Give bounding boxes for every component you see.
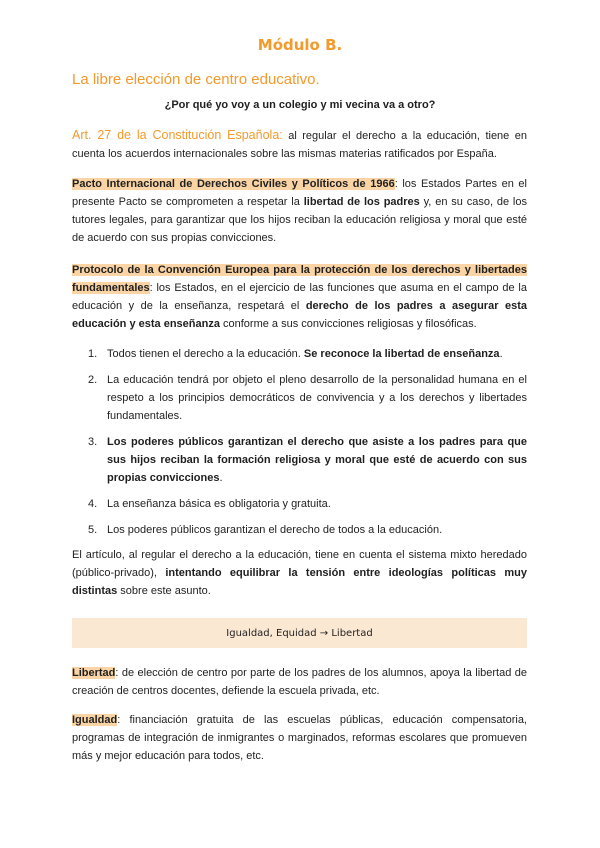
paragraph-protocolo — [72, 261, 527, 333]
list-number: 4. — [88, 498, 98, 510]
pacto-label: Pacto Internacional de Derechos Civiles y Políticos de 1966 — [72, 178, 395, 190]
protocolo-text-2: conforme a sus convicciones religiosas y filosóficas. — [219, 318, 477, 330]
list-number: 2. — [88, 374, 98, 386]
list-bold: Los poderes públicos garantizan el derecho que asiste a los padres para que sus hijos reciban la formación religiosa y moral que esté de acuerdo con sus propias convicciones — [107, 436, 527, 484]
list-text: La enseñanza básica es obligatoria y gratuita. — [107, 498, 331, 510]
list-item — [72, 345, 527, 363]
list-end: . — [219, 472, 223, 484]
list-item — [72, 433, 527, 487]
protocolo-label: Protocolo de la Convención Europea para la protección de los derechos y libertades fundamentales — [72, 264, 527, 294]
question-heading: ¿Por qué yo voy a un colegio y mi vecina va a otro? — [164, 99, 436, 111]
list-text: Todos tienen el derecho a la educación. — [107, 348, 304, 360]
list-number: 1. — [88, 348, 98, 360]
igualdad-text: : financiación gratuita de las escuelas públicas, educación compensatoria, programas de integración de inmigrantes o marginados, reformas escolares que promueven más y mejor educación para todos, etc. — [72, 714, 527, 762]
igualdad-label: Igualdad — [72, 714, 118, 726]
list-number: 5. — [88, 524, 98, 536]
list-number: 3. — [88, 436, 98, 448]
libertad-label: Libertad — [72, 667, 116, 679]
paragraph-libertad — [72, 664, 527, 700]
pacto-text-1: : los Estados Partes en el presente Pacto se comprometen a respetar la — [72, 178, 527, 208]
constitution-colon: : — [279, 128, 283, 142]
list-item — [72, 495, 527, 513]
pacto-bold: libertad de los padres — [303, 196, 420, 208]
articulo-bold: intentando equilibrar la tensión entre ideologías políticas muy distintas — [72, 567, 527, 597]
libertad-text: : de elección de centro por parte de los padres de los alumnos, apoya la libertad de creación de centros docentes, defiende la escuela privada, etc. — [72, 667, 527, 697]
paragraph-igualdad — [72, 711, 527, 765]
protocolo-text-1: : los Estados, en el ejercicio de las funciones que asuma en el campo de la educación y de la enseñanza, respetará el — [72, 282, 527, 312]
list-text: Los poderes públicos garantizan el derecho de todos a la educación. — [107, 524, 443, 536]
articulo-text-2: sobre este asunto. — [117, 585, 211, 597]
paragraph-constitution — [72, 126, 527, 163]
callout-text: Igualdad, Equidad → Libertad — [226, 627, 373, 639]
list-end: . — [499, 348, 503, 360]
list-bold: Se reconoce la libertad de enseñanza — [303, 348, 500, 360]
protocolo-bold: derecho de los padres a asegurar esta educación y esta enseñanza — [72, 300, 527, 330]
list-text: La educación tendrá por objeto el pleno desarrollo de la personalidad humana en el respeto a los principios democráticos de convivencia y a los derechos y libertades fundamentales. — [107, 374, 527, 422]
list-item — [72, 371, 527, 425]
pacto-text-2: y, en su caso, de los tutores legales, para garantizar que los hijos reciban la educación religiosa y moral que esté de acuerdo con sus propias convicciones. — [72, 196, 527, 244]
module-title: Módulo B. — [257, 36, 343, 54]
article-list — [72, 345, 527, 547]
list-item — [72, 521, 527, 539]
constitution-article-label: Art. 27 de la Constitución Española — [72, 128, 280, 142]
callout-box — [72, 618, 527, 648]
paragraph-articulo — [72, 546, 527, 600]
articulo-text-1: El artículo, al regular el derecho a la educación, tiene en cuenta el sistema mixto heredado (público-privado), — [72, 549, 527, 579]
paragraph-pacto — [72, 175, 527, 247]
constitution-text: al regular el derecho a la educación, tiene en cuenta los acuerdos internacionales sobre las mismas materias ratificados por España. — [72, 130, 527, 160]
section-title: La libre elección de centro educativo. — [72, 71, 320, 88]
